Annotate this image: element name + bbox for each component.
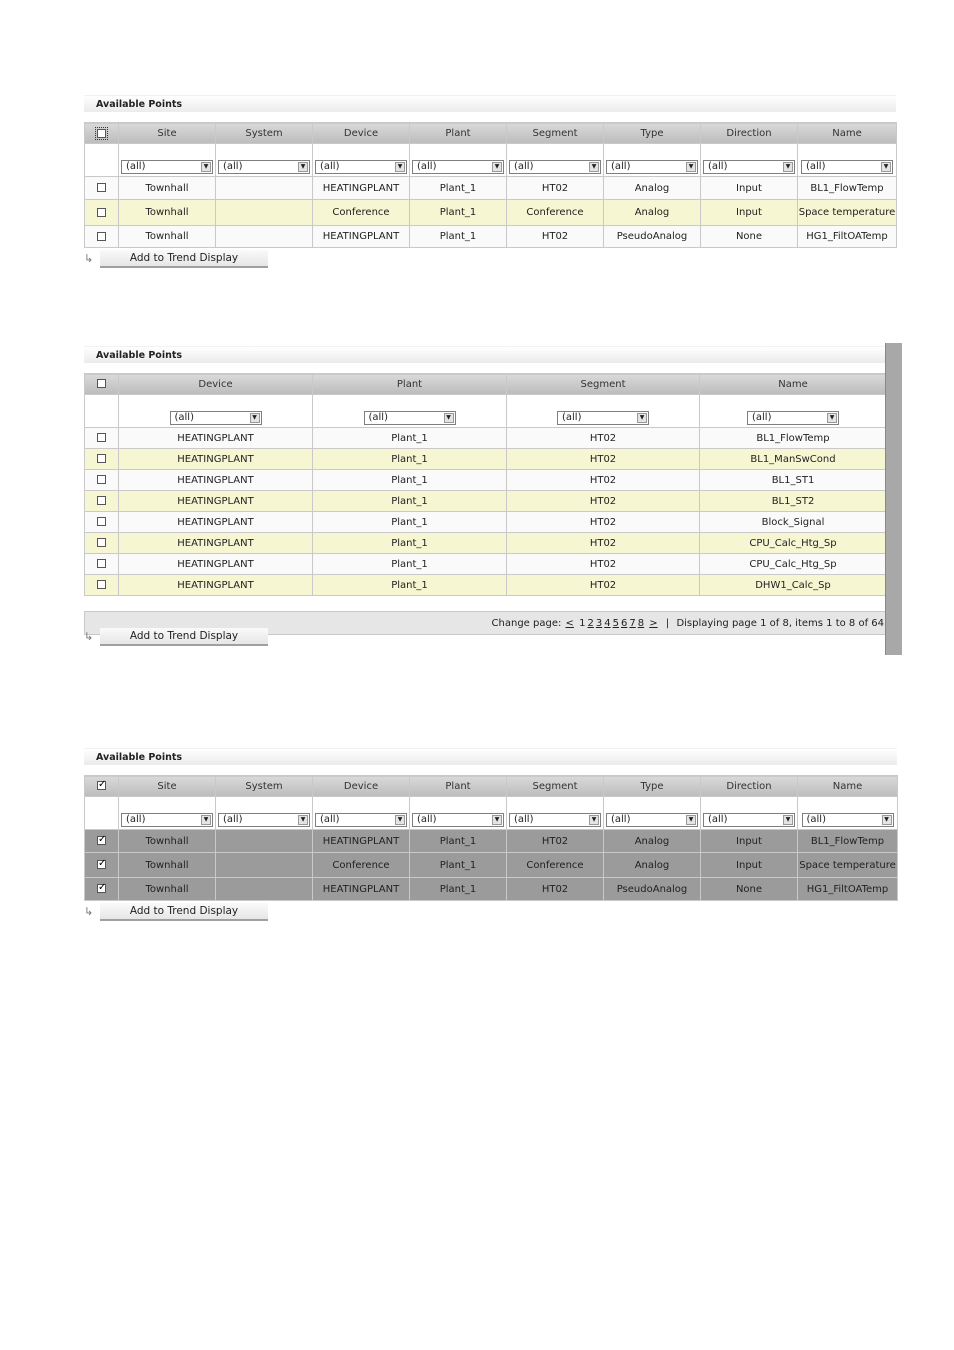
name-filter-select[interactable]: (all) ▼	[801, 160, 893, 174]
plant-filter-select[interactable]: (all) ▼	[412, 813, 504, 827]
corner-arrow-icon: ↳	[84, 252, 94, 265]
cell: Plant_1	[313, 512, 507, 533]
select-all-checkbox[interactable]	[95, 127, 108, 140]
panel-title: Available Points	[84, 748, 897, 765]
row-checkbox[interactable]	[97, 538, 106, 547]
pager-page-1[interactable]: 1	[579, 617, 586, 629]
cell: Plant_1	[313, 575, 507, 596]
cell: HEATINGPLANT	[119, 491, 313, 512]
cell: Plant_1	[313, 554, 507, 575]
cell: HEATINGPLANT	[119, 554, 313, 575]
add-to-trend-display-button[interactable]: Add to Trend Display	[100, 903, 268, 921]
column-header[interactable]: Name	[798, 123, 897, 144]
cell: Plant_1	[410, 226, 507, 248]
cell: HT02	[507, 428, 700, 449]
chevron-down-icon: ▼	[201, 815, 211, 825]
pager-next[interactable]: >	[649, 617, 658, 629]
row-checkbox[interactable]	[97, 836, 106, 845]
cell: HT02	[507, 554, 700, 575]
cell: Input	[701, 177, 798, 200]
site-filter-select[interactable]: (all) ▼	[121, 160, 213, 174]
pager-prev[interactable]: <	[565, 617, 574, 629]
plant-filter-select[interactable]: (all) ▼	[364, 411, 456, 425]
add-row	[84, 903, 274, 919]
row-checkbox[interactable]	[97, 580, 106, 589]
table-row[interactable]	[85, 533, 887, 554]
system-filter-select[interactable]: (all) ▼	[218, 160, 310, 174]
cell: HT02	[507, 449, 700, 470]
cell: HT02	[507, 226, 604, 248]
row-checkbox[interactable]	[97, 517, 106, 526]
select-all-cell	[85, 374, 119, 395]
cell: HT02	[507, 491, 700, 512]
cell: HT02	[507, 830, 604, 853]
row-checkbox[interactable]	[97, 496, 106, 505]
column-header[interactable]: Device	[313, 776, 410, 797]
column-header[interactable]: Plant	[313, 374, 507, 395]
device-filter-select[interactable]: (all) ▼	[315, 160, 407, 174]
column-header[interactable]: Name	[700, 374, 887, 395]
cell: HG1_FiltOATemp	[798, 226, 897, 248]
cell: HEATINGPLANT	[119, 512, 313, 533]
segment-filter-select[interactable]: (all) ▼	[509, 813, 601, 827]
table-row[interactable]	[85, 470, 887, 491]
row-checkbox[interactable]	[97, 454, 106, 463]
column-header[interactable]: Device	[119, 374, 313, 395]
chevron-down-icon: ▼	[201, 162, 211, 172]
cell: Space temperature	[798, 200, 897, 226]
site-filter-select[interactable]: (all) ▼	[121, 813, 213, 827]
cell: HEATINGPLANT	[313, 226, 410, 248]
cell: Block_Signal	[700, 512, 887, 533]
cell: Plant_1	[410, 878, 507, 901]
pager-page-5[interactable]: 5	[612, 617, 619, 629]
pager-page-4[interactable]: 4	[604, 617, 611, 629]
cell: BL1_ST2	[700, 491, 887, 512]
available-points-panel-1	[84, 95, 896, 275]
cell: HEATINGPLANT	[119, 575, 313, 596]
cell: HEATINGPLANT	[119, 449, 313, 470]
row-checkbox[interactable]	[97, 860, 106, 869]
column-header[interactable]: Direction	[701, 123, 798, 144]
cell	[216, 878, 313, 901]
pager-separator: |	[665, 617, 670, 629]
table-row[interactable]	[85, 200, 897, 226]
cell: Plant_1	[313, 491, 507, 512]
add-row	[84, 250, 274, 266]
corner-arrow-icon: ↳	[84, 630, 94, 643]
cell: Conference	[313, 200, 410, 226]
device-filter-select[interactable]: (all) ▼	[315, 813, 407, 827]
column-header[interactable]: Name	[798, 776, 898, 797]
pager-label: Change page:	[491, 617, 562, 629]
panel-title: Available Points	[84, 346, 886, 363]
filter-row	[85, 797, 898, 830]
chevron-down-icon: ▼	[492, 162, 502, 172]
cell: Analog	[604, 853, 701, 878]
cell: Input	[701, 200, 798, 226]
cell: DHW1_Calc_Sp	[700, 575, 887, 596]
row-checkbox[interactable]	[97, 433, 106, 442]
cell: Townhall	[119, 878, 216, 901]
column-header[interactable]: Type	[604, 776, 701, 797]
chevron-down-icon: ▼	[492, 815, 502, 825]
table-row[interactable]	[85, 878, 898, 901]
direction-filter-select[interactable]: (all) ▼	[703, 160, 795, 174]
name-filter-select[interactable]: (all) ▼	[747, 411, 839, 425]
chevron-down-icon: ▼	[686, 162, 696, 172]
cell: HT02	[507, 470, 700, 491]
cell: HEATINGPLANT	[119, 533, 313, 554]
chevron-down-icon: ▼	[250, 413, 260, 423]
points-table	[84, 122, 897, 248]
cell: HEATINGPLANT	[313, 177, 410, 200]
column-header[interactable]: Plant	[410, 123, 507, 144]
cell: Townhall	[119, 200, 216, 226]
row-checkbox[interactable]	[97, 559, 106, 568]
select-all-checkbox[interactable]	[97, 379, 106, 388]
cell: Townhall	[119, 830, 216, 853]
chevron-down-icon: ▼	[589, 162, 599, 172]
column-header[interactable]: Segment	[507, 123, 604, 144]
cell: CPU_Calc_Htg_Sp	[700, 533, 887, 554]
chevron-down-icon: ▼	[827, 413, 837, 423]
cell: HT02	[507, 878, 604, 901]
chevron-down-icon: ▼	[637, 413, 647, 423]
chevron-down-icon: ▼	[395, 162, 405, 172]
cell: Analog	[604, 830, 701, 853]
cell: Input	[701, 830, 798, 853]
cell: Analog	[604, 200, 701, 226]
header-row	[85, 374, 887, 395]
pager-page-3[interactable]: 3	[595, 617, 603, 629]
table-row[interactable]	[85, 428, 887, 449]
cell: BL1_ST1	[700, 470, 887, 491]
table-row[interactable]	[85, 853, 898, 878]
cell: Analog	[604, 177, 701, 200]
chevron-down-icon: ▼	[686, 815, 696, 825]
cell: Conference	[507, 200, 604, 226]
cell: Plant_1	[410, 853, 507, 878]
system-filter-select[interactable]: (all) ▼	[218, 813, 310, 827]
pager-page-7[interactable]: 7	[629, 617, 636, 629]
column-header[interactable]: Direction	[701, 776, 798, 797]
column-header[interactable]: Device	[313, 123, 410, 144]
points-table	[84, 775, 898, 901]
column-header[interactable]: Type	[604, 123, 701, 144]
table-row[interactable]	[85, 177, 897, 200]
cell: HG1_FiltOATemp	[798, 878, 898, 901]
pager-page-2[interactable]: 2	[587, 617, 594, 629]
column-header[interactable]: Site	[119, 776, 216, 797]
cell: PseudoAnalog	[604, 878, 701, 901]
filter-row	[85, 144, 897, 177]
chevron-down-icon: ▼	[444, 413, 454, 423]
row-checkbox[interactable]	[97, 475, 106, 484]
cell: HEATINGPLANT	[313, 830, 410, 853]
spacer-row	[85, 596, 887, 612]
cell: Conference	[313, 853, 410, 878]
pager-page-8[interactable]: 8	[637, 617, 645, 629]
type-filter-select[interactable]: (all) ▼	[606, 813, 698, 827]
row-checkbox[interactable]	[97, 208, 106, 217]
cell	[216, 200, 313, 226]
cell: BL1_FlowTemp	[798, 177, 897, 200]
cell: Plant_1	[410, 830, 507, 853]
cell: Plant_1	[313, 428, 507, 449]
table-row[interactable]	[85, 491, 887, 512]
cell: Townhall	[119, 177, 216, 200]
cell: Townhall	[119, 853, 216, 878]
add-row	[84, 628, 274, 644]
select-all-checkbox[interactable]	[97, 781, 106, 790]
cell: CPU_Calc_Htg_Sp	[700, 554, 887, 575]
filter-row	[85, 395, 887, 428]
pager-status: Displaying page 1 of 8, items 1 to 8 of 64	[676, 617, 884, 629]
column-header[interactable]: Segment	[507, 374, 700, 395]
row-checkbox[interactable]	[97, 884, 106, 893]
points-table	[84, 373, 887, 635]
table-row[interactable]	[85, 554, 887, 575]
cell	[216, 830, 313, 853]
table-row[interactable]	[85, 512, 887, 533]
select-all-cell	[85, 776, 119, 797]
direction-filter-select[interactable]: (all) ▼	[703, 813, 795, 827]
cell: None	[701, 878, 798, 901]
column-header[interactable]: System	[216, 123, 313, 144]
cell: Townhall	[119, 226, 216, 248]
cell: Input	[701, 853, 798, 878]
available-points-panel-2	[84, 346, 886, 651]
cell: BL1_FlowTemp	[798, 830, 898, 853]
add-to-trend-display-button[interactable]: Add to Trend Display	[100, 250, 268, 268]
cell	[216, 226, 313, 248]
cell: BL1_ManSwCond	[700, 449, 887, 470]
chevron-down-icon: ▼	[783, 162, 793, 172]
cell: Plant_1	[313, 533, 507, 554]
table-row[interactable]	[85, 449, 887, 470]
segment-filter-select[interactable]: (all) ▼	[509, 160, 601, 174]
table-row[interactable]	[85, 830, 898, 853]
chevron-down-icon: ▼	[589, 815, 599, 825]
name-filter-select[interactable]: (all) ▼	[802, 813, 894, 827]
cell: Plant_1	[313, 470, 507, 491]
cell: BL1_FlowTemp	[700, 428, 887, 449]
type-filter-select[interactable]: (all) ▼	[606, 160, 698, 174]
cell: HT02	[507, 512, 700, 533]
cell: Conference	[507, 853, 604, 878]
chevron-down-icon: ▼	[882, 815, 892, 825]
table-row[interactable]	[85, 226, 897, 248]
chevron-down-icon: ▼	[395, 815, 405, 825]
cell: HEATINGPLANT	[119, 428, 313, 449]
column-header[interactable]: Segment	[507, 776, 604, 797]
available-points-panel-3	[84, 748, 897, 928]
cell: HEATINGPLANT	[313, 878, 410, 901]
add-to-trend-display-button[interactable]: Add to Trend Display	[100, 628, 268, 646]
cell: HT02	[507, 177, 604, 200]
pager-page-6[interactable]: 6	[620, 617, 628, 629]
cell: HT02	[507, 533, 700, 554]
chevron-down-icon: ▼	[298, 162, 308, 172]
header-row	[85, 123, 897, 144]
cell: Plant_1	[410, 177, 507, 200]
select-all-cell	[85, 123, 119, 144]
table-row[interactable]	[85, 575, 887, 596]
cell: Space temperature	[798, 853, 898, 878]
cell: PseudoAnalog	[604, 226, 701, 248]
cell	[216, 853, 313, 878]
row-checkbox[interactable]	[97, 183, 106, 192]
column-header[interactable]: Plant	[410, 776, 507, 797]
cell: Plant_1	[313, 449, 507, 470]
row-checkbox[interactable]	[97, 232, 106, 241]
vertical-scrollbar[interactable]	[885, 343, 902, 655]
column-header[interactable]: Site	[119, 123, 216, 144]
segment-filter-select[interactable]: (all) ▼	[557, 411, 649, 425]
chevron-down-icon: ▼	[783, 815, 793, 825]
cell: HEATINGPLANT	[119, 470, 313, 491]
cell: HT02	[507, 575, 700, 596]
cell: None	[701, 226, 798, 248]
panel-title: Available Points	[84, 95, 896, 112]
corner-arrow-icon: ↳	[84, 905, 94, 918]
plant-filter-select[interactable]: (all) ▼	[412, 160, 504, 174]
column-header[interactable]: System	[216, 776, 313, 797]
header-row	[85, 776, 898, 797]
device-filter-select[interactable]: (all) ▼	[170, 411, 262, 425]
chevron-down-icon: ▼	[881, 162, 891, 172]
chevron-down-icon: ▼	[298, 815, 308, 825]
cell: Plant_1	[410, 200, 507, 226]
cell	[216, 177, 313, 200]
